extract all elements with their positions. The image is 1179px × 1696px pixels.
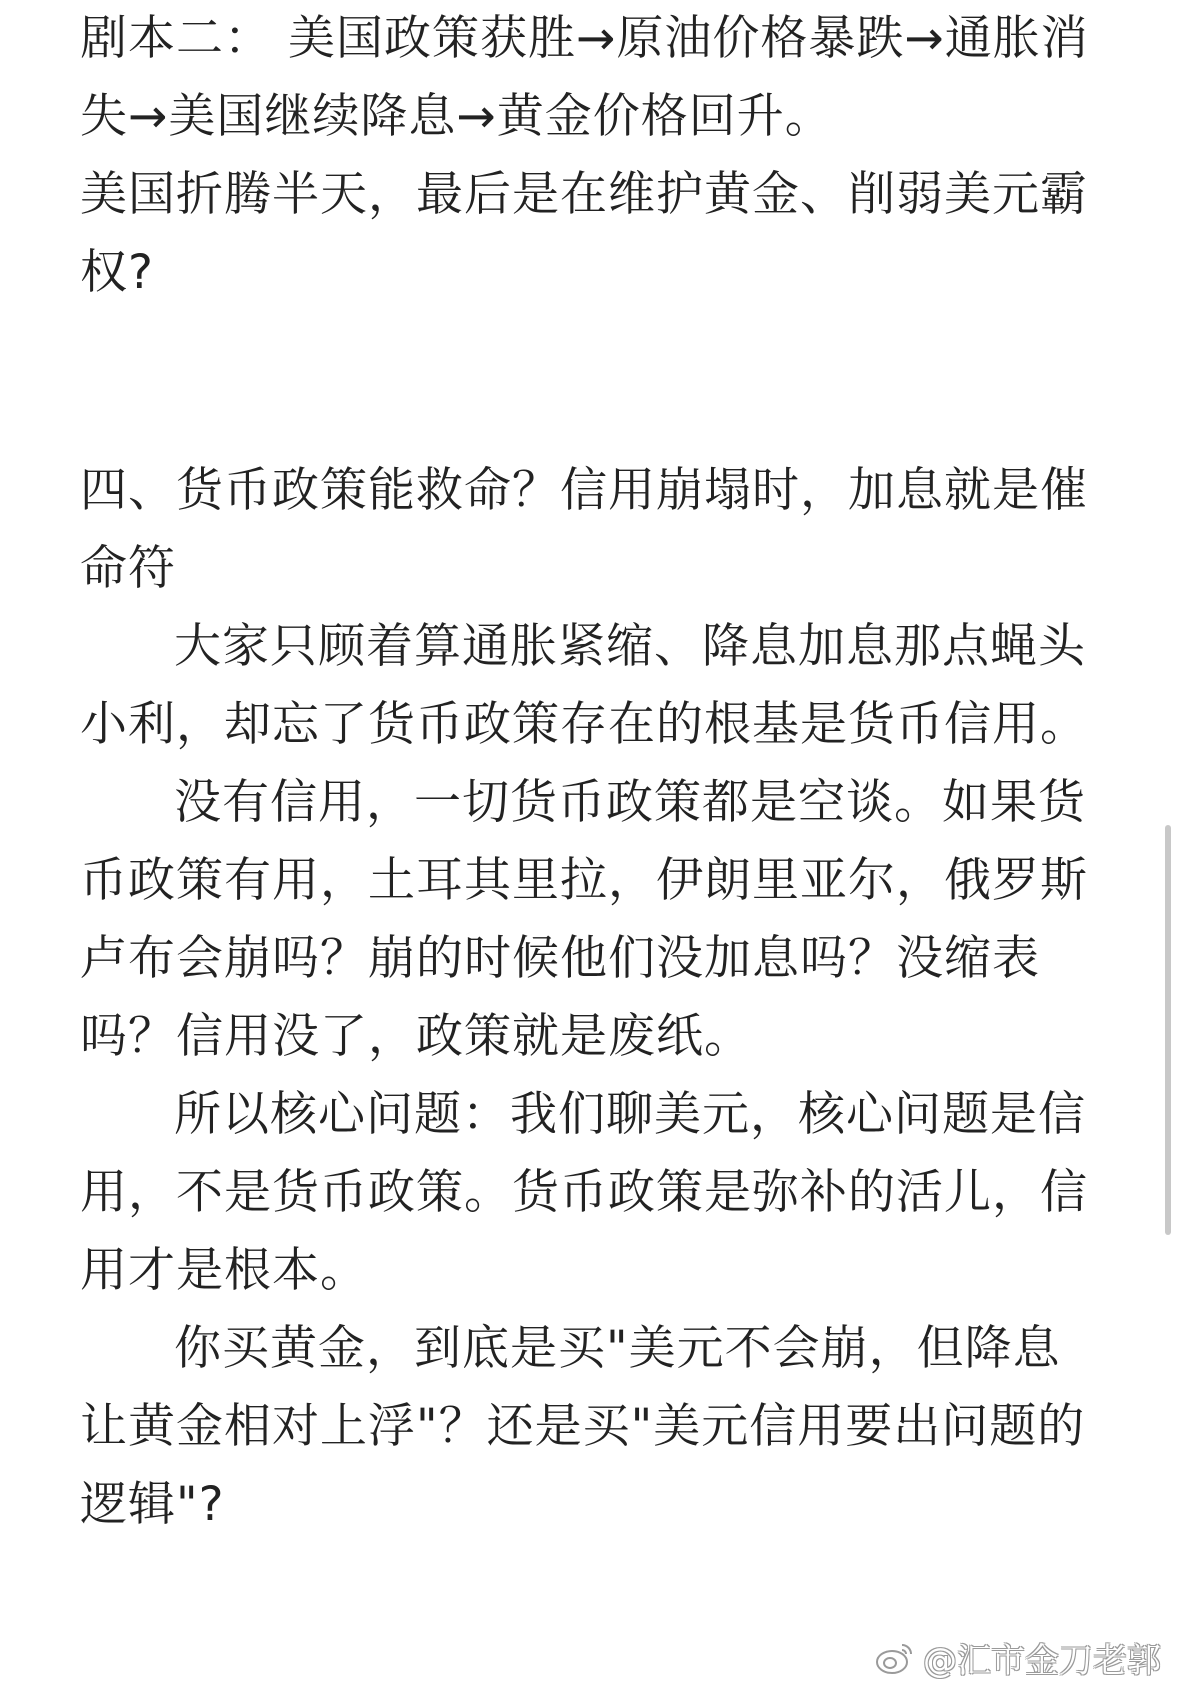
- paragraph-us-question: 美国折腾半天，最后是在维护黄金、削弱美元霸权?: [80, 167, 1088, 300]
- watermark: [875, 1633, 1161, 1682]
- paragraph-gap: [80, 312, 1100, 452]
- weibo-icon: [875, 1641, 915, 1675]
- paragraph-credit-foundation: 大家只顾着算通胀紧缩、降息加息那点蝇头小利，却忘了货币政策存在的根基是货币信用。: [80, 619, 1088, 752]
- paragraph-core-issue: 所以核心问题：我们聊美元，核心问题是信用，不是货币政策。货币政策是弥补的活儿，信用才是根本。: [80, 1087, 1088, 1298]
- paragraph-scenario-two: 剧本二： 美国政策获胜→原油价格暴跌→通胀消失→美国继续降息→黄金价格回升。: [80, 11, 1089, 144]
- section-heading: 四、货币政策能救命？信用崩塌时，加息就是催命符: [80, 463, 1088, 596]
- watermark-text: @汇市金刀老郭: [923, 1641, 1161, 1681]
- paragraph-buy-gold: 你买黄金，到底是买"美元不会崩，但降息让黄金相对上浮"？还是买"美元信用要出问题的逻辑"?: [80, 1321, 1086, 1532]
- paragraph-no-credit: 没有信用，一切货币政策都是空谈。如果货币政策有用，土耳其里拉，伊朗里亚尔，俄罗斯卢布会崩吗？崩的时候他们没加息吗？没缩表吗？信用没了，政策就是废纸。: [80, 775, 1088, 1064]
- article-body: [80, 0, 1100, 1544]
- scrollbar-thumb[interactable]: [1165, 825, 1171, 1235]
